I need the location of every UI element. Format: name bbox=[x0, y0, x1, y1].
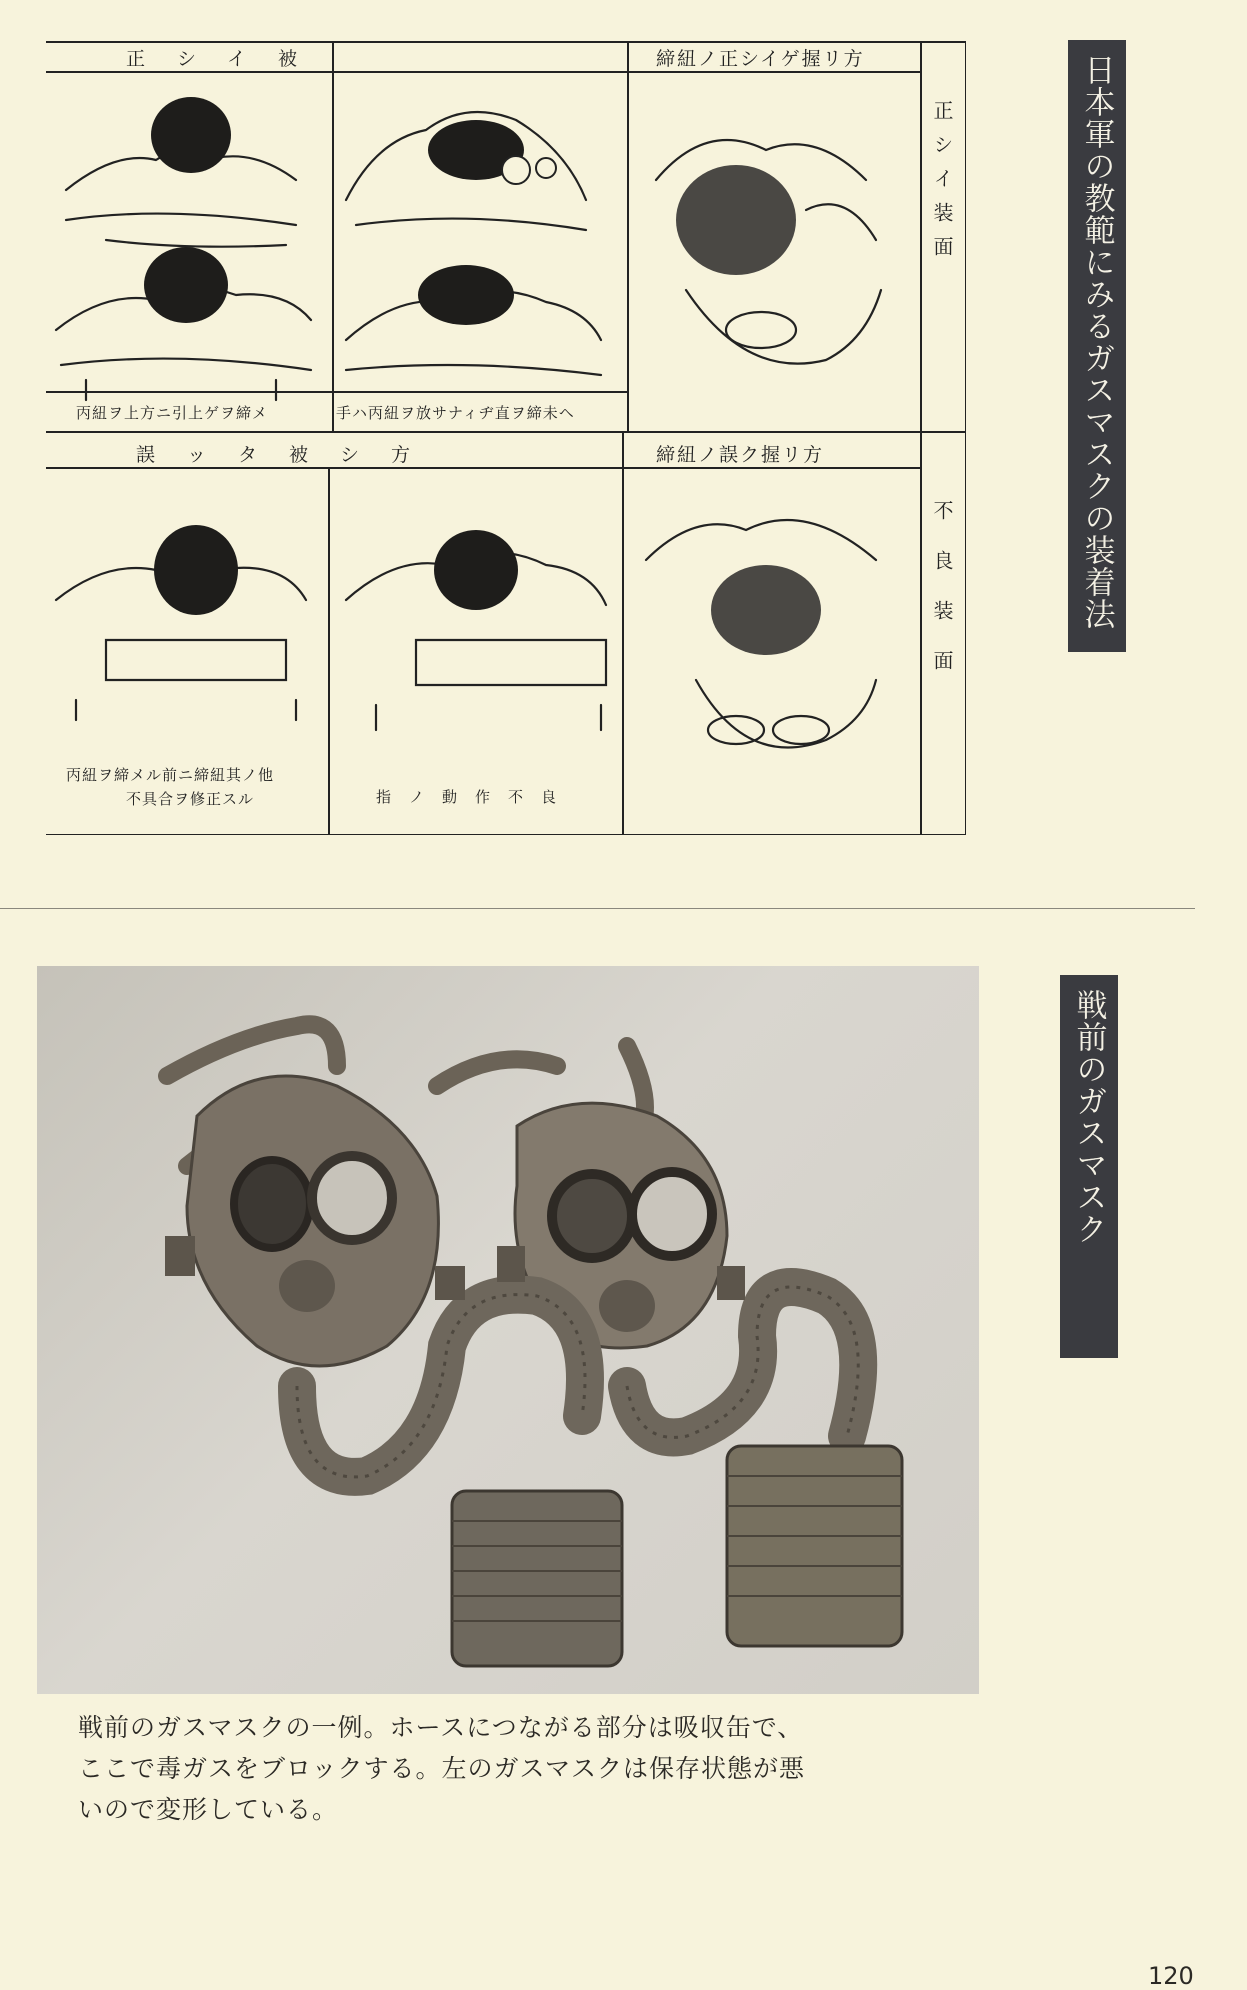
page-number: 120 bbox=[1148, 1962, 1194, 1990]
cell-title-correct-strap-grip: 方リ握ゲイシ正ノ紐締 bbox=[656, 48, 865, 70]
gas-mask-photo bbox=[37, 966, 979, 1694]
cell-title-wrong-putting-on: 方シ被タッ誤 bbox=[136, 444, 443, 466]
section-divider bbox=[0, 908, 1195, 909]
figure-title-bottom: 戦前のガスマスク bbox=[1060, 975, 1118, 1358]
gas-mask-illustration bbox=[37, 966, 979, 1694]
photo-caption bbox=[78, 1707, 958, 1830]
figure-title-top: 日本軍の教範にみるガスマスクの装着法 bbox=[1068, 40, 1126, 652]
side-label-correct-fitting: 正シイ装面 bbox=[930, 100, 954, 270]
cell-caption-strap-before: 他ノ其紐締ニ前ルメ締ヲ紐丙 bbox=[66, 766, 275, 784]
cell-caption-pull-strap: メ締ヲゲ上引ニ方上ヲ紐丙 bbox=[76, 404, 269, 422]
caption-line-3: いので変形している。 bbox=[78, 1795, 339, 1824]
figure-grid bbox=[46, 40, 966, 835]
cell-caption-correct-defect: ルス正修ヲ合具不 bbox=[126, 790, 255, 808]
cell-caption-release-strap: ヘ未締ヲ直ヂィナサ放ヲ紐丙ハ手 bbox=[336, 404, 575, 422]
cell-title-correct-putting-on: 被イシ正 bbox=[126, 48, 330, 70]
instruction-figure bbox=[46, 40, 966, 835]
cell-title-wrong-strap-grip: 方リ握ク誤ノ紐締 bbox=[656, 444, 825, 466]
caption-line-2: ここで毒ガスをブロックする。左のガスマスクは保存状態が悪 bbox=[78, 1754, 806, 1783]
cell-caption-finger-motion: 良不作動ノ指 bbox=[376, 788, 575, 806]
caption-line-1: 戦前のガスマスクの一例。ホースにつながる部分は吸収缶で、 bbox=[78, 1713, 804, 1742]
side-label-bad-fitting: 不良装面 bbox=[930, 500, 954, 700]
